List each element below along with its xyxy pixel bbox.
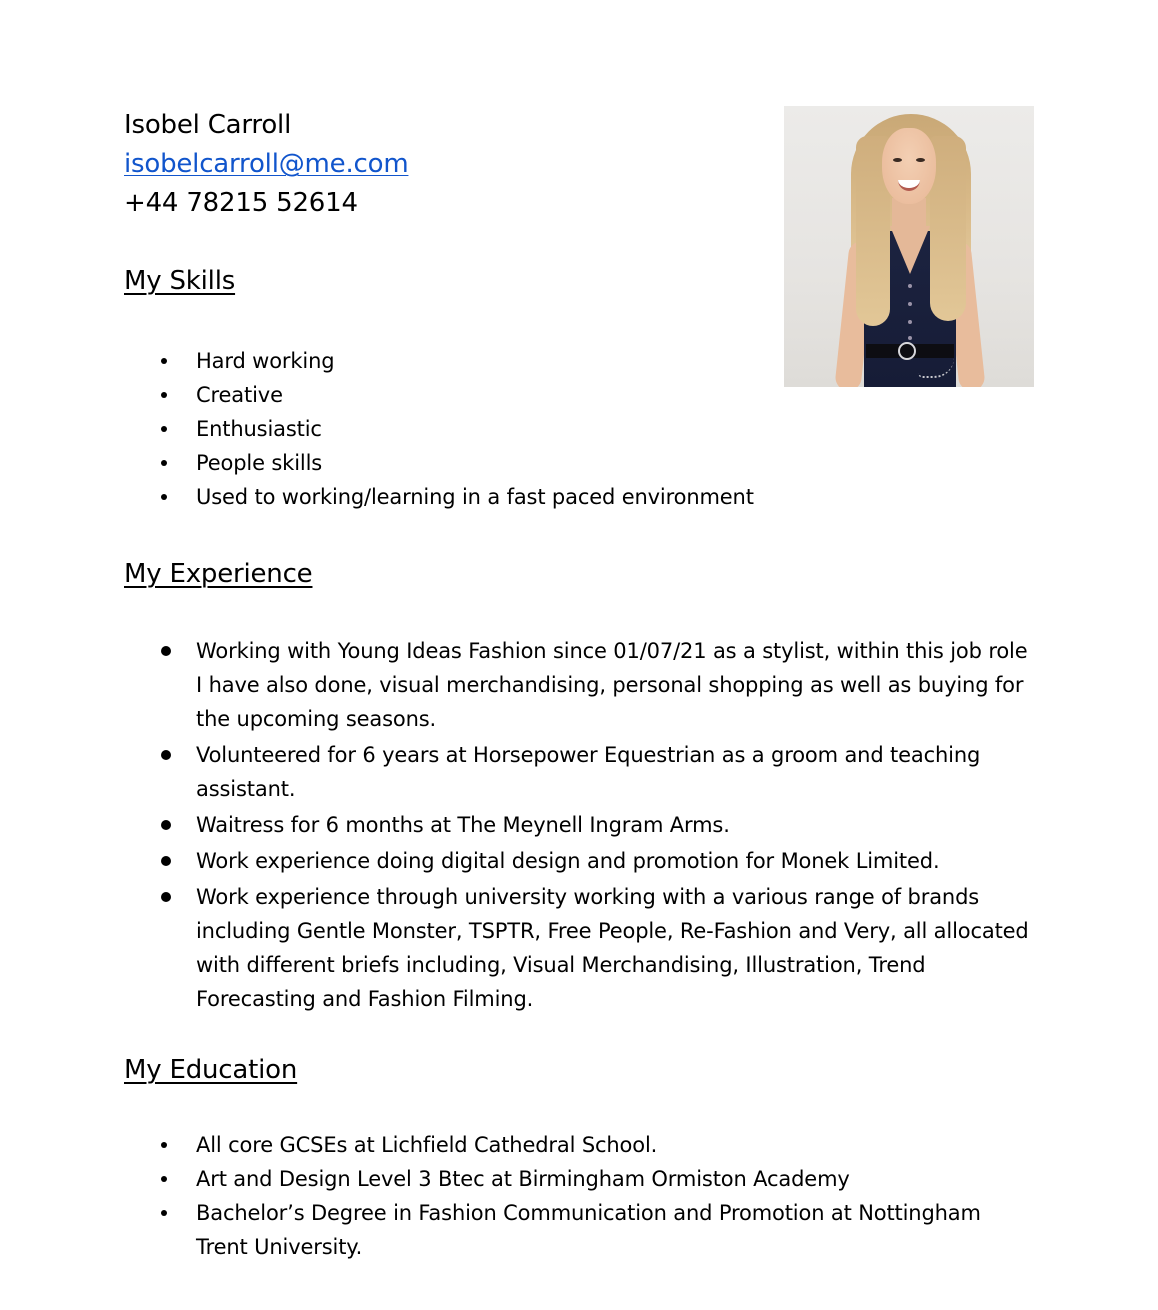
skill-text: Enthusiastic <box>196 417 322 441</box>
bullet-icon <box>161 1210 167 1216</box>
skill-text: Hard working <box>196 349 335 373</box>
list-item <box>124 844 1034 878</box>
list-item <box>124 412 1034 446</box>
email-link[interactable]: isobelcarroll@me.com <box>124 149 409 179</box>
skill-text: Used to working/learning in a fast paced environment <box>196 485 754 509</box>
bullet-icon <box>161 358 167 364</box>
skill-text: People skills <box>196 451 323 475</box>
experience-text: Work experience doing digital design and promotion for Monek Limited. <box>196 849 940 873</box>
bullet-icon <box>161 426 167 432</box>
list-item <box>124 1196 1034 1264</box>
bullet-icon <box>161 892 171 902</box>
education-list <box>124 1128 1034 1264</box>
list-item <box>124 446 1034 480</box>
bullet-icon <box>161 646 171 656</box>
phone-number: +44 78215 52614 <box>124 188 358 218</box>
skills-heading: My Skills <box>124 266 236 296</box>
bullet-icon <box>161 856 171 866</box>
list-item <box>124 880 1034 1016</box>
education-heading: My Education <box>124 1055 298 1085</box>
list-item <box>124 738 1034 806</box>
list-item <box>124 344 1034 378</box>
bullet-icon <box>161 820 171 830</box>
list-item <box>124 1128 1034 1162</box>
experience-text: Volunteered for 6 years at Horsepower Equestrian as a groom and teaching assistant. <box>196 743 981 801</box>
experience-text: Work experience through university working with a various range of brands including Gentle Monster, TSPTR, Free People, Re-Fashion and Very, all allocated with different briefs including, Visual Merchandising, Illustration, Trend Forecasting and Fashion Filming. <box>196 885 1029 1011</box>
education-text: Art and Design Level 3 Btec at Birmingham Ormiston Academy <box>196 1167 850 1191</box>
skill-text: Creative <box>196 383 283 407</box>
skills-list <box>124 344 1034 514</box>
contact-block <box>124 106 408 223</box>
education-text: Bachelor’s Degree in Fashion Communication and Promotion at Nottingham Trent University. <box>196 1201 981 1259</box>
experience-list <box>124 634 1034 1018</box>
experience-text: Waitress for 6 months at The Meynell Ingram Arms. <box>196 813 730 837</box>
bullet-icon <box>161 494 167 500</box>
bullet-icon <box>161 1176 167 1182</box>
bullet-icon <box>161 392 167 398</box>
bullet-icon <box>161 460 167 466</box>
list-item <box>124 378 1034 412</box>
list-item <box>124 480 1034 514</box>
list-item <box>124 1162 1034 1196</box>
education-text: All core GCSEs at Lichfield Cathedral School. <box>196 1133 658 1157</box>
bullet-icon <box>161 1142 167 1148</box>
experience-heading: My Experience <box>124 559 313 589</box>
list-item <box>124 808 1034 842</box>
list-item <box>124 634 1034 736</box>
bullet-icon <box>161 750 171 760</box>
candidate-name: Isobel Carroll <box>124 110 292 140</box>
experience-text: Working with Young Ideas Fashion since 01/07/21 as a stylist, within this job role I have also done, visual merchandising, personal shopping as well as buying for the upcoming seasons. <box>196 639 1028 731</box>
